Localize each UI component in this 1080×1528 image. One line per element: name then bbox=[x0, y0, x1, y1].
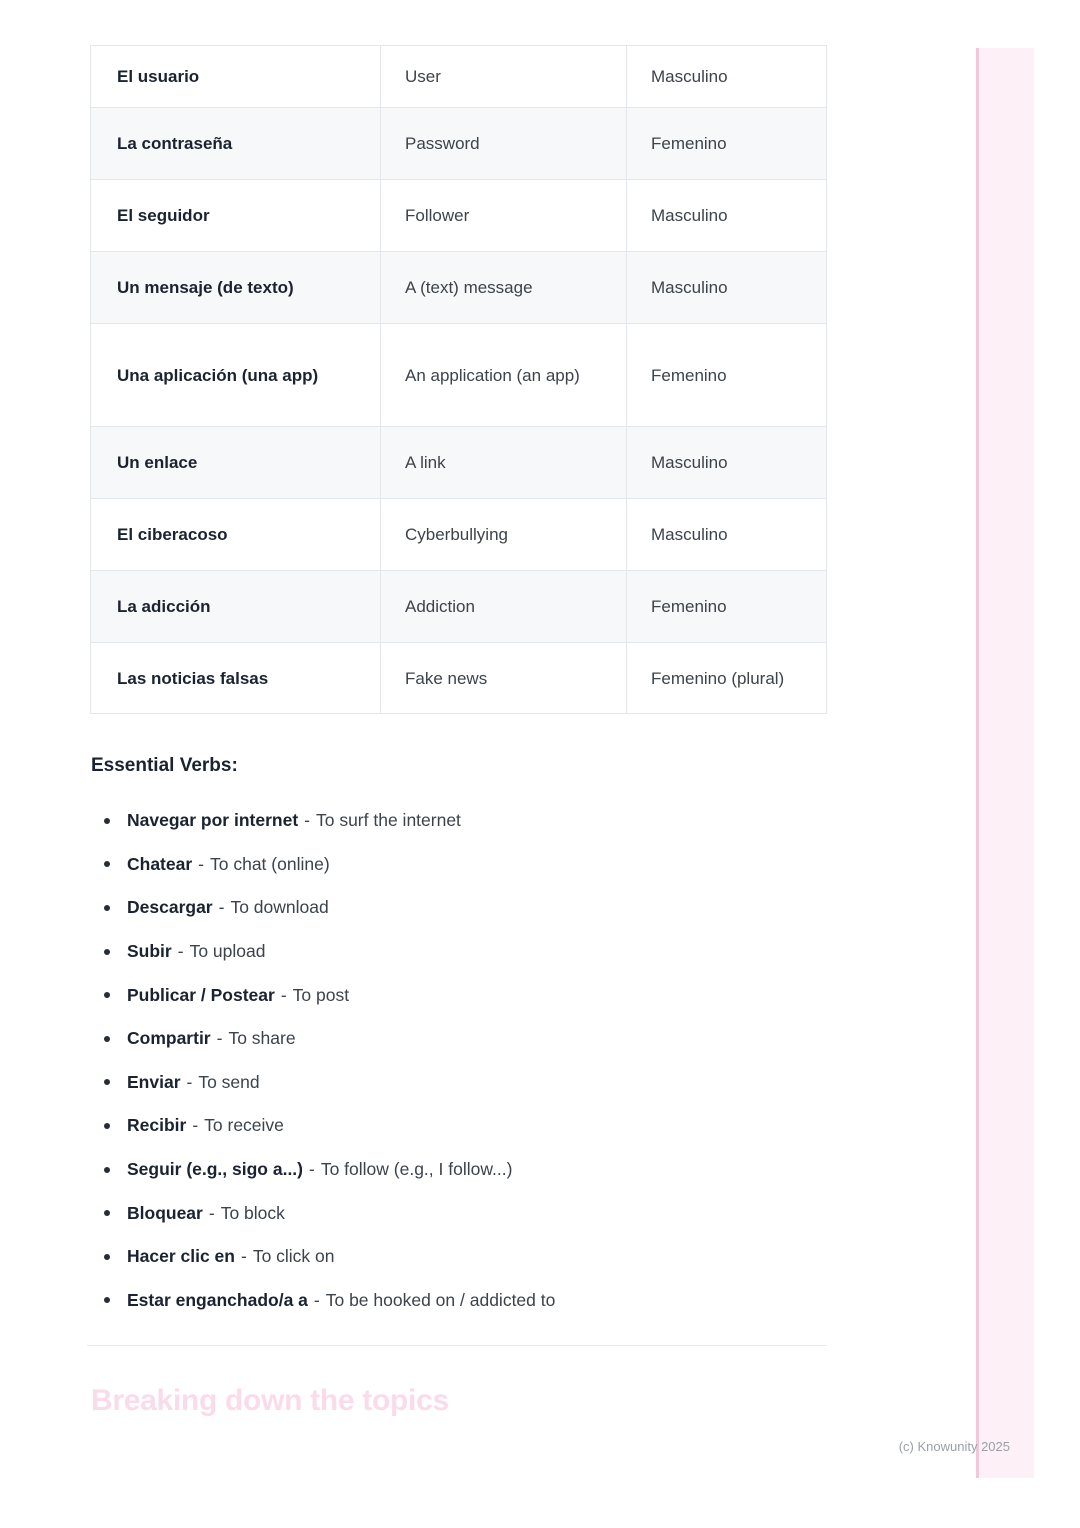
bullet-icon bbox=[104, 1036, 110, 1042]
verb-meaning: To block bbox=[220, 1202, 285, 1223]
cell-english: Follower bbox=[381, 180, 627, 252]
verb-item bbox=[90, 1235, 810, 1279]
cell-gender: Femenino bbox=[627, 324, 827, 427]
verb-meaning: To be hooked on / addicted to bbox=[325, 1289, 556, 1310]
bullet-icon bbox=[104, 949, 110, 955]
verb-item bbox=[90, 799, 810, 843]
verb-meaning: To download bbox=[230, 897, 329, 918]
bullet-icon bbox=[104, 1297, 110, 1303]
verb-spanish: Compartir bbox=[127, 1028, 211, 1049]
verb-separator: - bbox=[240, 1246, 247, 1267]
table-row bbox=[91, 180, 827, 252]
verb-item bbox=[90, 973, 810, 1017]
cell-spanish: La contraseña bbox=[91, 108, 381, 180]
verb-separator: - bbox=[208, 1202, 215, 1223]
verb-item bbox=[90, 1061, 810, 1105]
verb-spanish: Estar enganchado/a a bbox=[127, 1289, 308, 1310]
verb-separator: - bbox=[304, 810, 310, 831]
vocab-table bbox=[90, 45, 826, 714]
bullet-icon bbox=[104, 1167, 110, 1173]
cell-gender: Masculino bbox=[627, 46, 827, 108]
cell-spanish: Un mensaje (de texto) bbox=[91, 252, 381, 324]
table-row bbox=[91, 252, 827, 324]
verb-item bbox=[90, 843, 810, 887]
bullet-icon bbox=[104, 992, 110, 998]
verb-item bbox=[90, 1279, 810, 1323]
table-row bbox=[91, 499, 827, 571]
verb-separator: - bbox=[198, 853, 204, 874]
verb-spanish: Seguir (e.g., sigo a...) bbox=[127, 1159, 303, 1180]
essential-verbs-list bbox=[90, 799, 810, 1322]
cell-spanish: El ciberacoso bbox=[91, 499, 381, 571]
verb-separator: - bbox=[309, 1159, 315, 1180]
verb-spanish: Enviar bbox=[127, 1071, 181, 1092]
bullet-icon bbox=[104, 818, 110, 824]
cell-english: Fake news bbox=[381, 643, 627, 714]
verb-meaning: To post bbox=[292, 984, 350, 1005]
verb-meaning: To receive bbox=[204, 1115, 284, 1136]
table-row bbox=[91, 46, 827, 108]
cell-spanish: Un enlace bbox=[91, 427, 381, 499]
verb-meaning: To click on bbox=[252, 1246, 335, 1267]
table-row bbox=[91, 324, 827, 427]
verb-item bbox=[90, 886, 810, 930]
verb-meaning: To share bbox=[228, 1028, 296, 1049]
verb-spanish: Descargar bbox=[127, 897, 213, 918]
verb-item bbox=[90, 1104, 810, 1148]
next-section-heading: Breaking down the topics bbox=[91, 1384, 449, 1417]
cell-gender: Femenino (plural) bbox=[627, 643, 827, 714]
cell-gender: Masculino bbox=[627, 180, 827, 252]
cell-spanish: El usuario bbox=[91, 46, 381, 108]
verb-meaning: To surf the internet bbox=[315, 810, 461, 831]
verb-item bbox=[90, 930, 810, 974]
verb-separator: - bbox=[218, 897, 225, 918]
cell-english: A (text) message bbox=[381, 252, 627, 324]
cell-gender: Masculino bbox=[627, 427, 827, 499]
copyright-text: (c) Knowunity 2025 bbox=[898, 1439, 1010, 1454]
cell-english: Addiction bbox=[381, 571, 627, 643]
cell-english: Cyberbullying bbox=[381, 499, 627, 571]
cell-english: Password bbox=[381, 108, 627, 180]
verb-meaning: To chat (online) bbox=[210, 853, 330, 874]
verb-meaning: To upload bbox=[189, 941, 266, 962]
cell-spanish: Una aplicación (una app) bbox=[91, 324, 381, 427]
bullet-icon bbox=[104, 861, 110, 867]
verb-separator: - bbox=[313, 1289, 320, 1310]
bullet-icon bbox=[104, 1123, 110, 1129]
cell-gender: Femenino bbox=[627, 108, 827, 180]
cell-spanish: El seguidor bbox=[91, 180, 381, 252]
verb-spanish: Navegar por internet bbox=[127, 810, 299, 831]
table-row bbox=[91, 643, 827, 714]
page-edge-accent bbox=[976, 48, 1034, 1478]
verb-spanish: Chatear bbox=[127, 853, 193, 874]
cell-gender: Masculino bbox=[627, 252, 827, 324]
verb-spanish: Recibir bbox=[127, 1115, 187, 1136]
cell-english: User bbox=[381, 46, 627, 108]
cell-gender: Masculino bbox=[627, 499, 827, 571]
verb-meaning: To send bbox=[198, 1071, 260, 1092]
verb-separator: - bbox=[177, 941, 184, 962]
table-row bbox=[91, 427, 827, 499]
cell-spanish: Las noticias falsas bbox=[91, 643, 381, 714]
verb-spanish: Hacer clic en bbox=[127, 1246, 235, 1267]
verb-item bbox=[90, 1017, 810, 1061]
verb-separator: - bbox=[280, 984, 287, 1005]
verb-meaning: To follow (e.g., I follow...) bbox=[320, 1159, 513, 1180]
cell-gender: Femenino bbox=[627, 571, 827, 643]
bullet-icon bbox=[104, 1254, 110, 1260]
verb-item bbox=[90, 1148, 810, 1192]
table-row bbox=[91, 108, 827, 180]
verb-spanish: Subir bbox=[127, 941, 172, 962]
bullet-icon bbox=[104, 1079, 110, 1085]
cell-english: A link bbox=[381, 427, 627, 499]
table-row bbox=[91, 571, 827, 643]
verb-spanish: Publicar / Postear bbox=[127, 984, 275, 1005]
verb-separator: - bbox=[216, 1028, 223, 1049]
section-divider bbox=[87, 1345, 827, 1346]
bullet-icon bbox=[104, 1210, 110, 1216]
verb-spanish: Bloquear bbox=[127, 1202, 203, 1223]
verb-separator: - bbox=[192, 1115, 199, 1136]
cell-spanish: La adicción bbox=[91, 571, 381, 643]
verb-separator: - bbox=[186, 1071, 193, 1092]
verb-item bbox=[90, 1191, 810, 1235]
bullet-icon bbox=[104, 905, 110, 911]
essential-verbs-heading: Essential Verbs: bbox=[91, 755, 238, 776]
cell-english: An application (an app) bbox=[381, 324, 627, 427]
